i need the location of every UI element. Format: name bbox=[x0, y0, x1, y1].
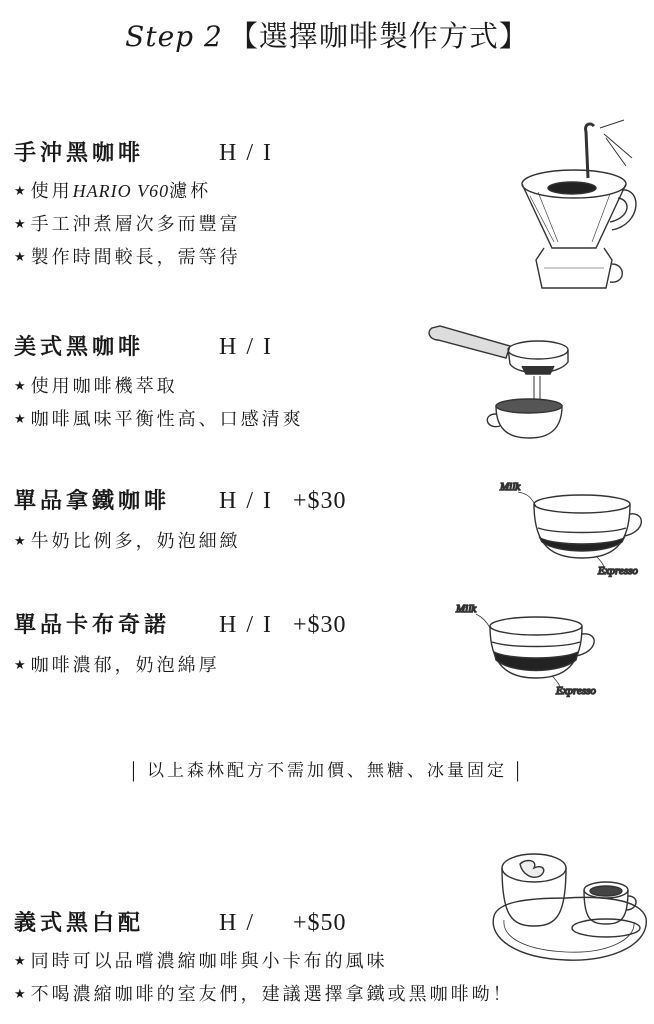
item-title: 美式黑咖啡 bbox=[14, 334, 145, 360]
item-title: 單品拿鐵咖啡 bbox=[14, 488, 171, 514]
footnote bbox=[0, 756, 654, 783]
item-temp: H / I bbox=[219, 334, 273, 360]
menu-item-americano bbox=[14, 330, 304, 436]
brand-text: HARIO V60 bbox=[72, 181, 170, 201]
star-icon: ★ bbox=[14, 379, 29, 394]
item-title-line bbox=[14, 608, 347, 639]
item-desc-line: ★ 使用HARIO V60濾杯 bbox=[14, 181, 212, 202]
item-title-line bbox=[14, 484, 347, 515]
divider-bar: | bbox=[515, 757, 523, 782]
item-temp: H / I bbox=[219, 140, 273, 166]
milk-label: Milk bbox=[500, 481, 521, 493]
item-title-line bbox=[14, 330, 304, 361]
item-title: 義式黑白配 bbox=[14, 910, 145, 936]
star-icon: ★ bbox=[14, 954, 29, 969]
menu-item-espresso-pair bbox=[14, 906, 514, 1011]
star-icon: ★ bbox=[14, 217, 29, 232]
star-icon: ★ bbox=[14, 184, 29, 199]
item-temp: H / I bbox=[219, 488, 273, 514]
item-title: 單品卡布奇諾 bbox=[14, 612, 171, 638]
menu-item-cappuccino bbox=[14, 608, 347, 682]
item-temp: H / bbox=[219, 910, 255, 936]
footnote-text: 以上森林配方不需加價、無糖、冰量固定 bbox=[147, 761, 507, 781]
menu-item-latte bbox=[14, 484, 347, 558]
item-desc-line: ★ 咖啡風味平衡性高、口感清爽 bbox=[14, 409, 304, 430]
espresso-pair-tray-illustration bbox=[486, 846, 652, 970]
star-icon: ★ bbox=[14, 250, 29, 265]
divider-bar: | bbox=[131, 757, 139, 782]
item-desc-line: ★ 咖啡濃郁，奶泡綿厚 bbox=[14, 655, 220, 676]
milk-label: Milk bbox=[456, 603, 477, 615]
star-icon: ★ bbox=[14, 658, 29, 673]
cappuccino-cup-illustration bbox=[452, 598, 612, 702]
item-title: 手沖黑咖啡 bbox=[14, 140, 145, 166]
latte-cup-illustration bbox=[496, 476, 654, 580]
item-price: +$50 bbox=[293, 910, 347, 936]
item-desc-line: ★ 製作時間較長，需等待 bbox=[14, 247, 241, 268]
pour-over-dripper-illustration bbox=[514, 118, 644, 293]
step-label: Step 2 bbox=[125, 20, 223, 53]
item-price: +$30 bbox=[293, 488, 347, 514]
item-desc-line: ★ 牛奶比例多，奶泡細緻 bbox=[14, 531, 241, 552]
item-desc-line: ★ 同時可以品嚐濃縮咖啡與小卡布的風味 bbox=[14, 951, 388, 972]
page-header bbox=[0, 14, 654, 55]
item-desc-line: ★ 不喝濃縮咖啡的室友們，建議選擇拿鐵或黑咖啡呦！ bbox=[14, 984, 514, 1005]
page-title: 【選擇咖啡製作方式】 bbox=[228, 19, 529, 53]
star-icon: ★ bbox=[14, 412, 29, 427]
item-title-line bbox=[14, 136, 293, 167]
star-icon: ★ bbox=[14, 987, 29, 1002]
menu-item-pour-over bbox=[14, 136, 293, 274]
star-icon: ★ bbox=[14, 534, 29, 549]
item-temp: H / I bbox=[219, 612, 273, 638]
espresso-machine-illustration bbox=[426, 318, 576, 443]
item-desc-line: ★ 使用咖啡機萃取 bbox=[14, 376, 178, 397]
item-desc-line: ★ 手工沖煮層次多而豐富 bbox=[14, 214, 241, 235]
item-title-line bbox=[14, 906, 514, 937]
item-price: +$30 bbox=[293, 612, 347, 638]
espresso-label: Expresso bbox=[556, 685, 596, 697]
espresso-label: Expresso bbox=[598, 565, 638, 577]
